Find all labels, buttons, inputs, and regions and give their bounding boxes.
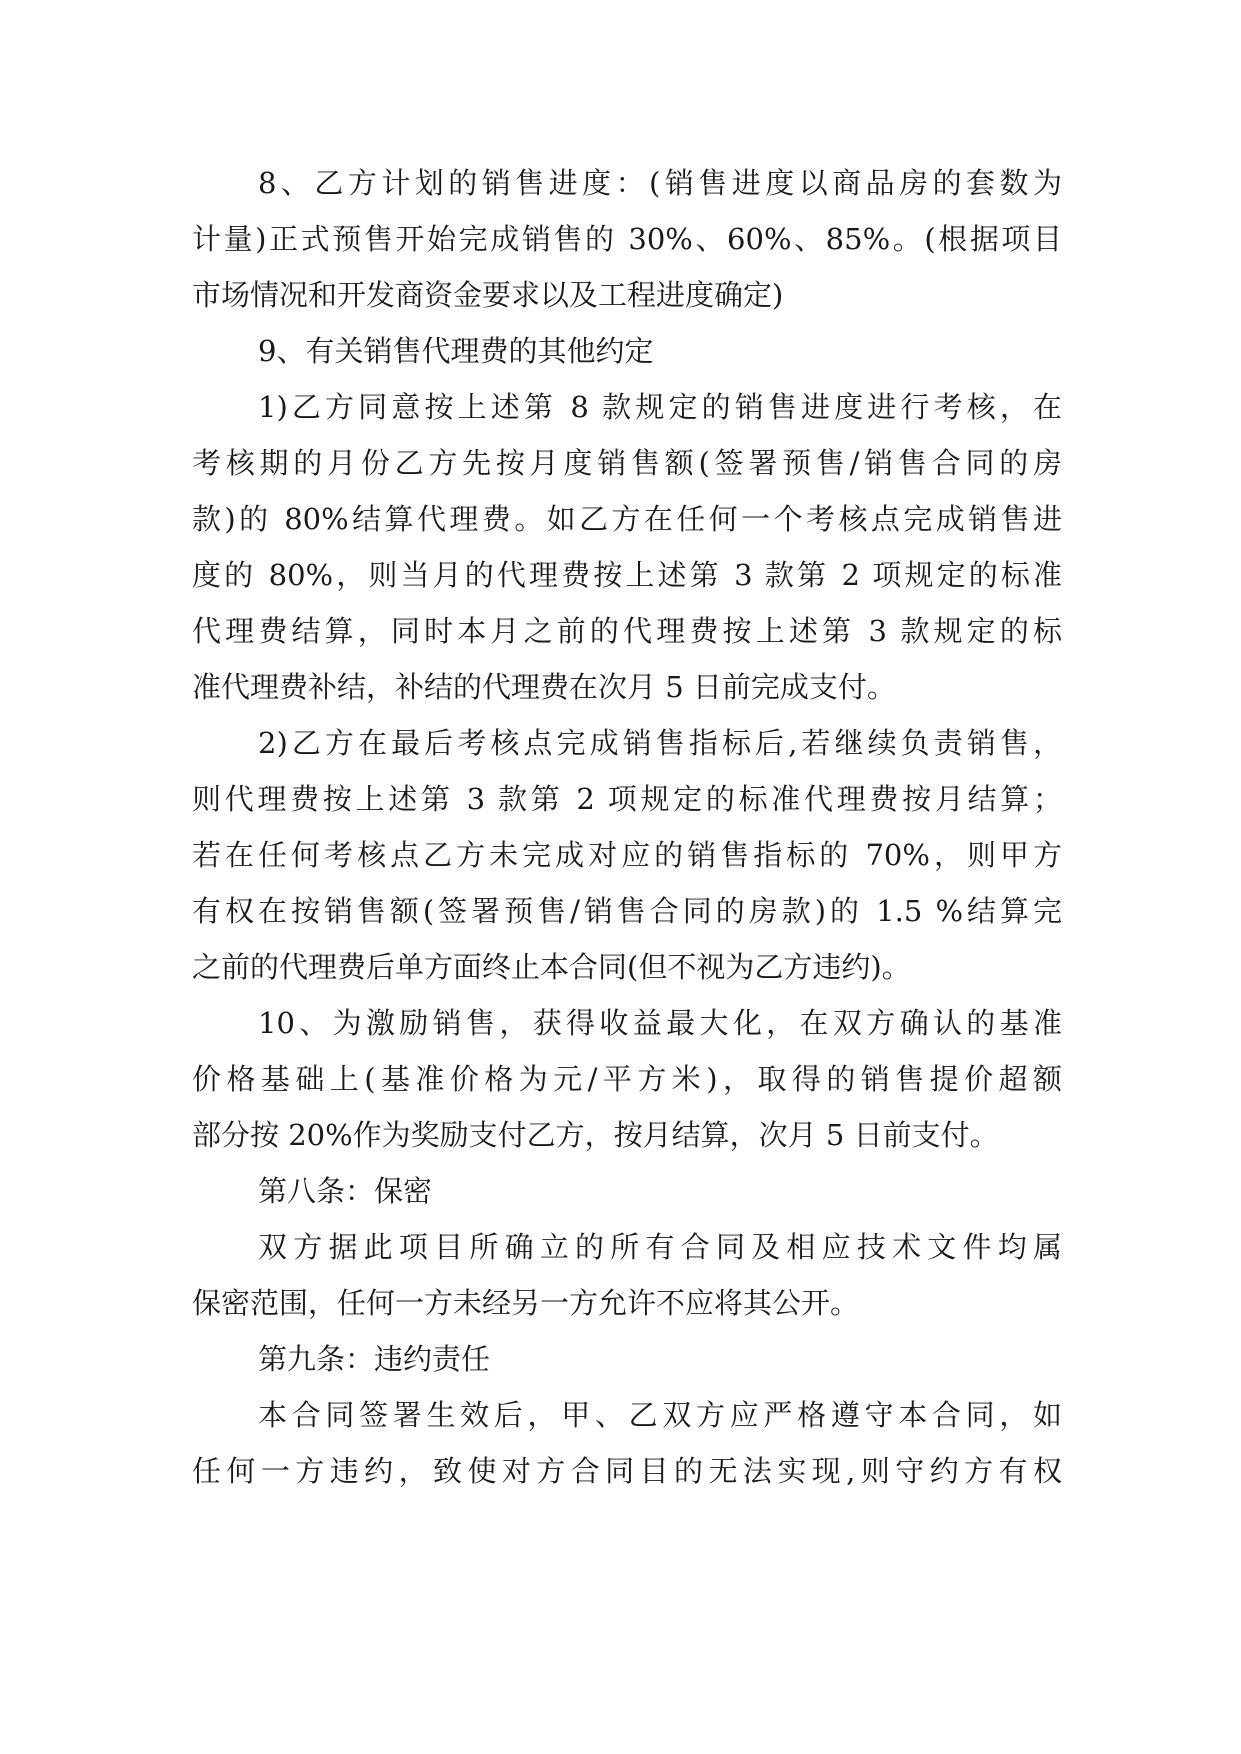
text-line: 款)的 80%结算代理费。如乙方在任何一个考核点完成销售进 xyxy=(192,502,1062,536)
article-9-title xyxy=(192,1331,1062,1387)
text-line: 任何一方违约，致使对方合同目的无法实现,则守约方有权 xyxy=(192,1454,1062,1488)
text-line: 若在任何考核点乙方未完成对应的销售指标的 70%，则甲方 xyxy=(192,838,1062,872)
article-9-body xyxy=(192,1387,1062,1499)
text-line: 本合同签署生效后，甲、乙双方应严格遵守本合同，如 xyxy=(258,1398,1062,1432)
text-line: 双方据此项目所确立的所有合同及相应技术文件均属 xyxy=(258,1230,1062,1264)
paragraph-agency-fee-heading xyxy=(192,323,1062,379)
text-line: 1)乙方同意按上述第 8 款规定的销售进度进行考核，在 xyxy=(258,390,1062,424)
text-line: 8、乙方计划的销售进度：(销售进度以商品房的套数为 xyxy=(258,166,1062,200)
paragraph-assessment-rule-1 xyxy=(192,379,1062,715)
text-line: 价格基础上(基准价格为元/平方米)，取得的销售提价超额 xyxy=(192,1062,1062,1096)
text-line: 有权在按销售额(签署预售/销售合同的房款)的 1.5 %结算完 xyxy=(192,894,1062,928)
text-line: 2)乙方在最后考核点完成销售指标后,若继续负责销售， xyxy=(258,726,1062,760)
text-line: 之前的代理费后单方面终止本合同(但不视为乙方违约)。 xyxy=(192,950,911,984)
text-line: 第八条：保密 xyxy=(258,1174,433,1208)
text-line: 市场情况和开发商资金要求以及工程进度确定) xyxy=(192,278,784,312)
text-line: 度的 80%，则当月的代理费按上述第 3 款第 2 项规定的标准 xyxy=(192,558,1062,592)
text-line: 9、有关销售代理费的其他约定 xyxy=(258,334,654,368)
paragraph-sales-schedule xyxy=(192,155,1062,323)
text-line: 10、为激励销售，获得收益最大化，在双方确认的基准 xyxy=(258,1006,1062,1040)
text-line: 保密范围，任何一方未经另一方允许不应将其公开。 xyxy=(192,1286,860,1320)
text-line: 考核期的月份乙方先按月度销售额(签署预售/销售合同的房 xyxy=(192,446,1062,480)
text-line: 代理费结算，同时本月之前的代理费按上述第 3 款规定的标 xyxy=(192,614,1062,648)
paragraph-assessment-rule-2 xyxy=(192,715,1062,995)
paragraph-incentive xyxy=(192,995,1062,1163)
document-body xyxy=(192,155,1062,1499)
text-line: 第九条：违约责任 xyxy=(258,1342,491,1376)
text-line: 部分按 20%作为奖励支付乙方，按月结算，次月 5 日前支付。 xyxy=(192,1118,999,1152)
text-line: 计量)正式预售开始完成销售的 30%、60%、85%。(根据项目 xyxy=(192,222,1062,256)
article-8-body xyxy=(192,1219,1062,1331)
article-8-title xyxy=(192,1163,1062,1219)
text-line: 准代理费补结，补结的代理费在次月 5 日前完成支付。 xyxy=(192,670,896,704)
text-line: 则代理费按上述第 3 款第 2 项规定的标准代理费按月结算； xyxy=(192,782,1062,816)
